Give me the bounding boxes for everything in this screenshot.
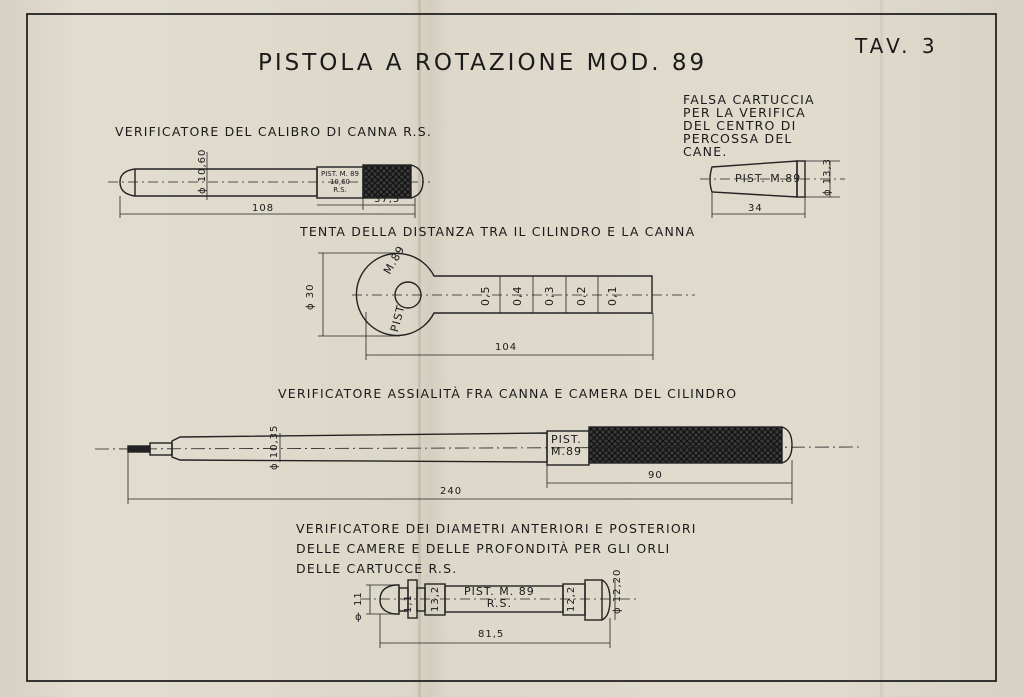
alignment-gauge-length-total: 240	[440, 486, 463, 497]
stamp-line: R.S.	[486, 597, 512, 610]
chamber-gauge-dim-13: 13,2	[430, 585, 441, 612]
stamp-line: PIST.	[551, 433, 582, 446]
page-title: PISTOLA A ROTAZIONE MOD. 89	[258, 50, 708, 76]
caption-line: DELLE CAMERE E DELLE PROFONDITÀ PER GLI ORLI	[296, 541, 671, 556]
step-0-1: 0,1	[606, 285, 619, 306]
alignment-gauge-stamp	[551, 434, 582, 458]
caption-line: DELLE CARTUCCE R.S.	[296, 561, 458, 576]
chamber-gauge-length: 81,5	[478, 629, 505, 640]
caption-line: VERIFICATORE DEI DIAMETRI ANTERIORI E POSTERIORI	[296, 521, 697, 536]
ring-stamp-pist: PIST	[388, 303, 408, 334]
step-0-4: 0,4	[511, 285, 524, 306]
caption-line: CANE.	[683, 144, 728, 159]
alignment-gauge-length-handle: 90	[648, 470, 663, 481]
chamber-gauge-caption	[296, 519, 697, 579]
caption-line: FALSA CARTUCCIA	[683, 92, 815, 107]
dummy-cartridge-stamp: PIST. M.89	[735, 172, 802, 185]
caliber-gauge-diameter: ϕ 10,60	[197, 148, 208, 194]
chamber-gauge-dim-phi: ϕ	[355, 612, 363, 623]
chamber-gauge-dim-11: 11	[353, 591, 364, 606]
dummy-cartridge-length: 34	[748, 203, 763, 214]
chamber-gauge-dim-12-2: 12,2	[566, 585, 577, 612]
stamp-line: M.89	[551, 445, 582, 458]
stamp-line: PIST. M. 89	[320, 170, 360, 178]
caliber-gauge-caption: VERIFICATORE DEL CALIBRO DI CANNA R.S.	[115, 124, 433, 139]
stamp-line: PIST. M. 89	[464, 585, 535, 598]
distance-gauge-caption: TENTA DELLA DISTANZA TRA IL CILINDRO E LA CANNA	[300, 224, 696, 239]
caption-line: PERCOSSA DEL	[683, 131, 793, 146]
distance-gauge-length: 104	[495, 342, 518, 353]
step-0-2: 0,2	[575, 285, 588, 306]
alignment-gauge-diameter: ϕ 10,35	[269, 424, 280, 470]
chamber-gauge-stamp	[464, 586, 535, 610]
distance-gauge-diameter: ϕ 30	[305, 283, 316, 310]
chamber-gauge-dim-1-1: 1,1	[403, 594, 414, 613]
ring-stamp-model: M.89	[381, 243, 408, 277]
step-0-3: 0,3	[543, 285, 556, 306]
dummy-cartridge-caption	[683, 93, 815, 158]
caliber-gauge-length-knurl: 37,5	[374, 194, 401, 205]
plate-number: TAV. 3	[855, 34, 939, 58]
caliber-gauge-length-total: 108	[252, 203, 275, 214]
chamber-gauge-diameter-right: ϕ 12,20	[612, 568, 623, 614]
caption-line: PER LA VERIFICA	[683, 105, 806, 120]
step-0-5: 0,5	[479, 285, 492, 306]
caption-line: DEL CENTRO DI	[683, 118, 797, 133]
alignment-gauge-caption: VERIFICATORE ASSIALITÀ FRA CANNA E CAMERA DEL CILINDRO	[278, 386, 738, 401]
dummy-cartridge-diameter: ϕ 13,3	[822, 157, 833, 196]
caliber-gauge-stamp	[319, 170, 361, 194]
stamp-line: 10,60	[329, 178, 351, 186]
alignment-gauge	[95, 424, 860, 504]
stamp-line: R.S.	[333, 186, 347, 194]
